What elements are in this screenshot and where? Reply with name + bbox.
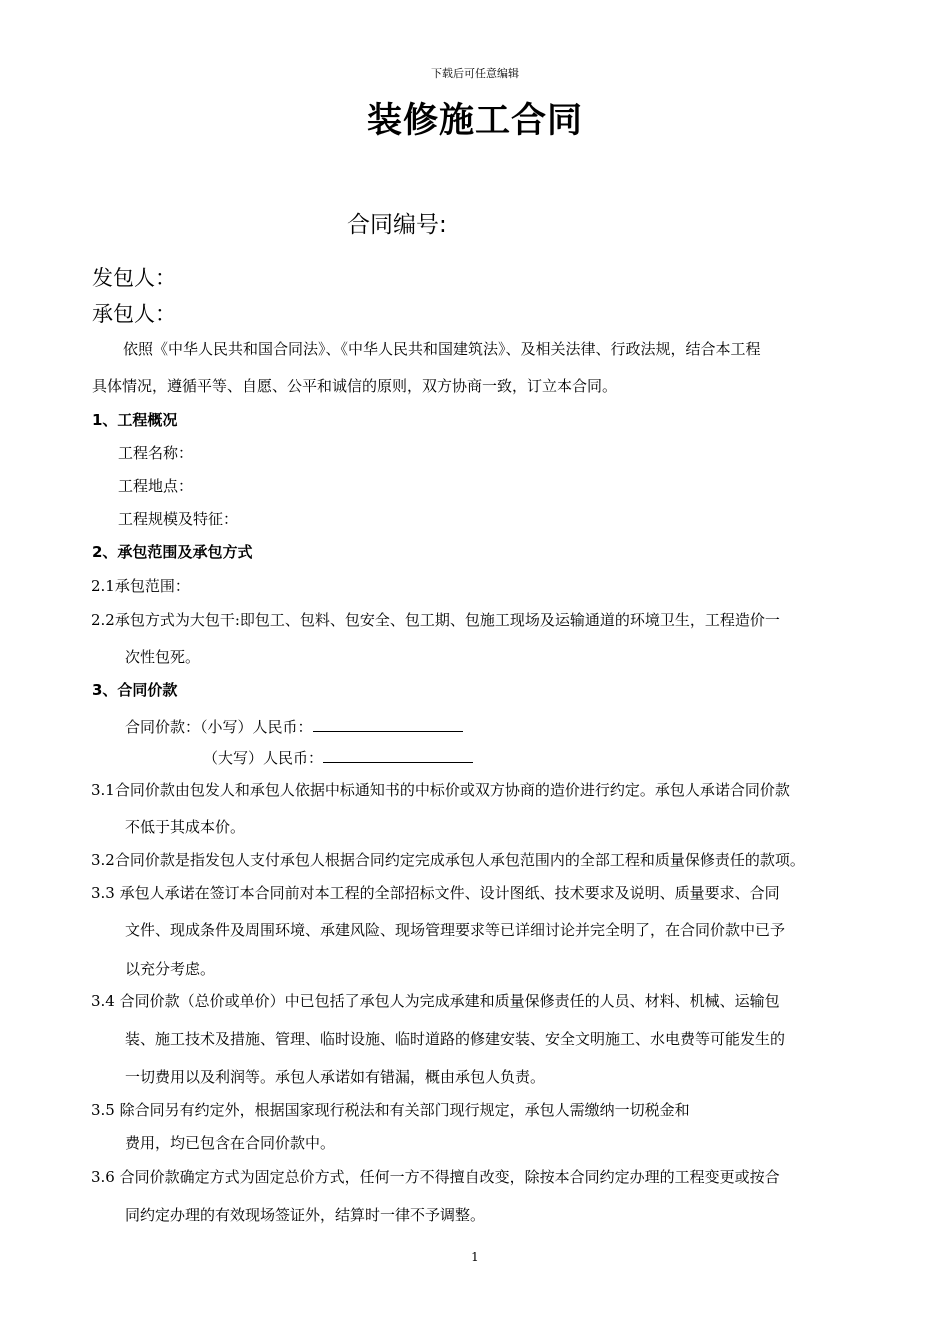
employer-label: 发包人： (92, 266, 176, 290)
clause-3-2: 3.2合同价款是指发包人支付承包人根据合同约定完成承包人承包范围内的全部工程和质量保修责任的款项。 (91, 851, 805, 869)
project-name-label: 工程名称： (118, 444, 194, 462)
price-uppercase-field[interactable] (323, 748, 473, 763)
clause-3-3-line-1: 3.3 承包人承诺在签订本合同前对本工程的全部招标文件、设计图纸、技术要求及说明、质量要求、合同 (91, 884, 780, 902)
intro-line-1: 依照《中华人民共和国合同法》、《中华人民共和国建筑法》、及相关法律、行政法规，结合本工程 (123, 340, 761, 358)
contractor-label: 承包人： (92, 302, 176, 326)
clause-2-1: 2.1承包范围： (91, 577, 190, 595)
section-3-heading: 3、合同价款 (92, 681, 178, 699)
price-lowercase-label: 合同价款：（小写）人民币： (125, 718, 313, 736)
page-header: 下载后可任意编辑 (431, 67, 519, 80)
price-uppercase-label: （大写）人民币： (203, 749, 324, 767)
clause-3-5-line-2: 费用，均已包含在合同价款中。 (125, 1134, 336, 1152)
price-lowercase-row (125, 717, 463, 735)
clause-3-4-line-3: 一切费用以及利润等。承包人承诺如有错漏，概由承包人负责。 (125, 1068, 546, 1086)
clause-2-2-line-2: 次性包死。 (125, 648, 201, 666)
clause-3-5-line-1: 3.5 除合同另有约定外，根据国家现行税法和有关部门现行规定，承包人需缴纳一切税金和 (91, 1101, 690, 1119)
clause-3-4-line-1: 3.4 合同价款（总价或单价）中已包括了承包人为完成承建和质量保修责任的人员、材料、机械、运输包 (91, 992, 780, 1010)
clause-3-3-line-2: 文件、现成条件及周围环境、承建风险、现场管理要求等已详细讨论并完全明了，在合同价款中已予 (125, 921, 786, 939)
contract-number-label: 合同编号: (347, 212, 447, 238)
clause-3-1-line-2: 不低于其成本价。 (125, 818, 246, 836)
document-title: 装修施工合同 (366, 101, 583, 141)
clause-3-6-line-2: 同约定办理的有效现场签证外，结算时一律不予调整。 (125, 1206, 486, 1224)
page-number: 1 (471, 1250, 479, 1264)
clause-2-2-line-1: 2.2承包方式为大包干:即包工、包料、包安全、包工期、包施工现场及运输通道的环境卫生，工程造价一 (91, 611, 780, 629)
price-uppercase-row (203, 748, 473, 766)
intro-line-2: 具体情况，遵循平等、自愿、公平和诚信的原则，双方协商一致，订立本合同。 (92, 377, 618, 395)
project-location-label: 工程地点： (118, 477, 194, 495)
clause-3-6-line-1: 3.6 合同价款确定方式为固定总价方式，任何一方不得擅自改变，除按本合同约定办理的工程变更或按合 (91, 1168, 780, 1186)
section-1-heading: 1、工程概况 (92, 411, 178, 429)
section-2-heading: 2、承包范围及承包方式 (92, 543, 253, 561)
clause-3-1-line-1: 3.1合同价款由包发人和承包人依据中标通知书的中标价或双方协商的造价进行约定。承包人承诺合同价款 (91, 781, 790, 799)
project-scale-label: 工程规模及特征： (118, 510, 239, 528)
price-lowercase-field[interactable] (313, 717, 463, 732)
clause-3-3-line-3: 以充分考虑。 (125, 960, 216, 978)
clause-3-4-line-2: 装、施工技术及措施、管理、临时设施、临时道路的修建安装、安全文明施工、水电费等可能发生的 (125, 1030, 786, 1048)
